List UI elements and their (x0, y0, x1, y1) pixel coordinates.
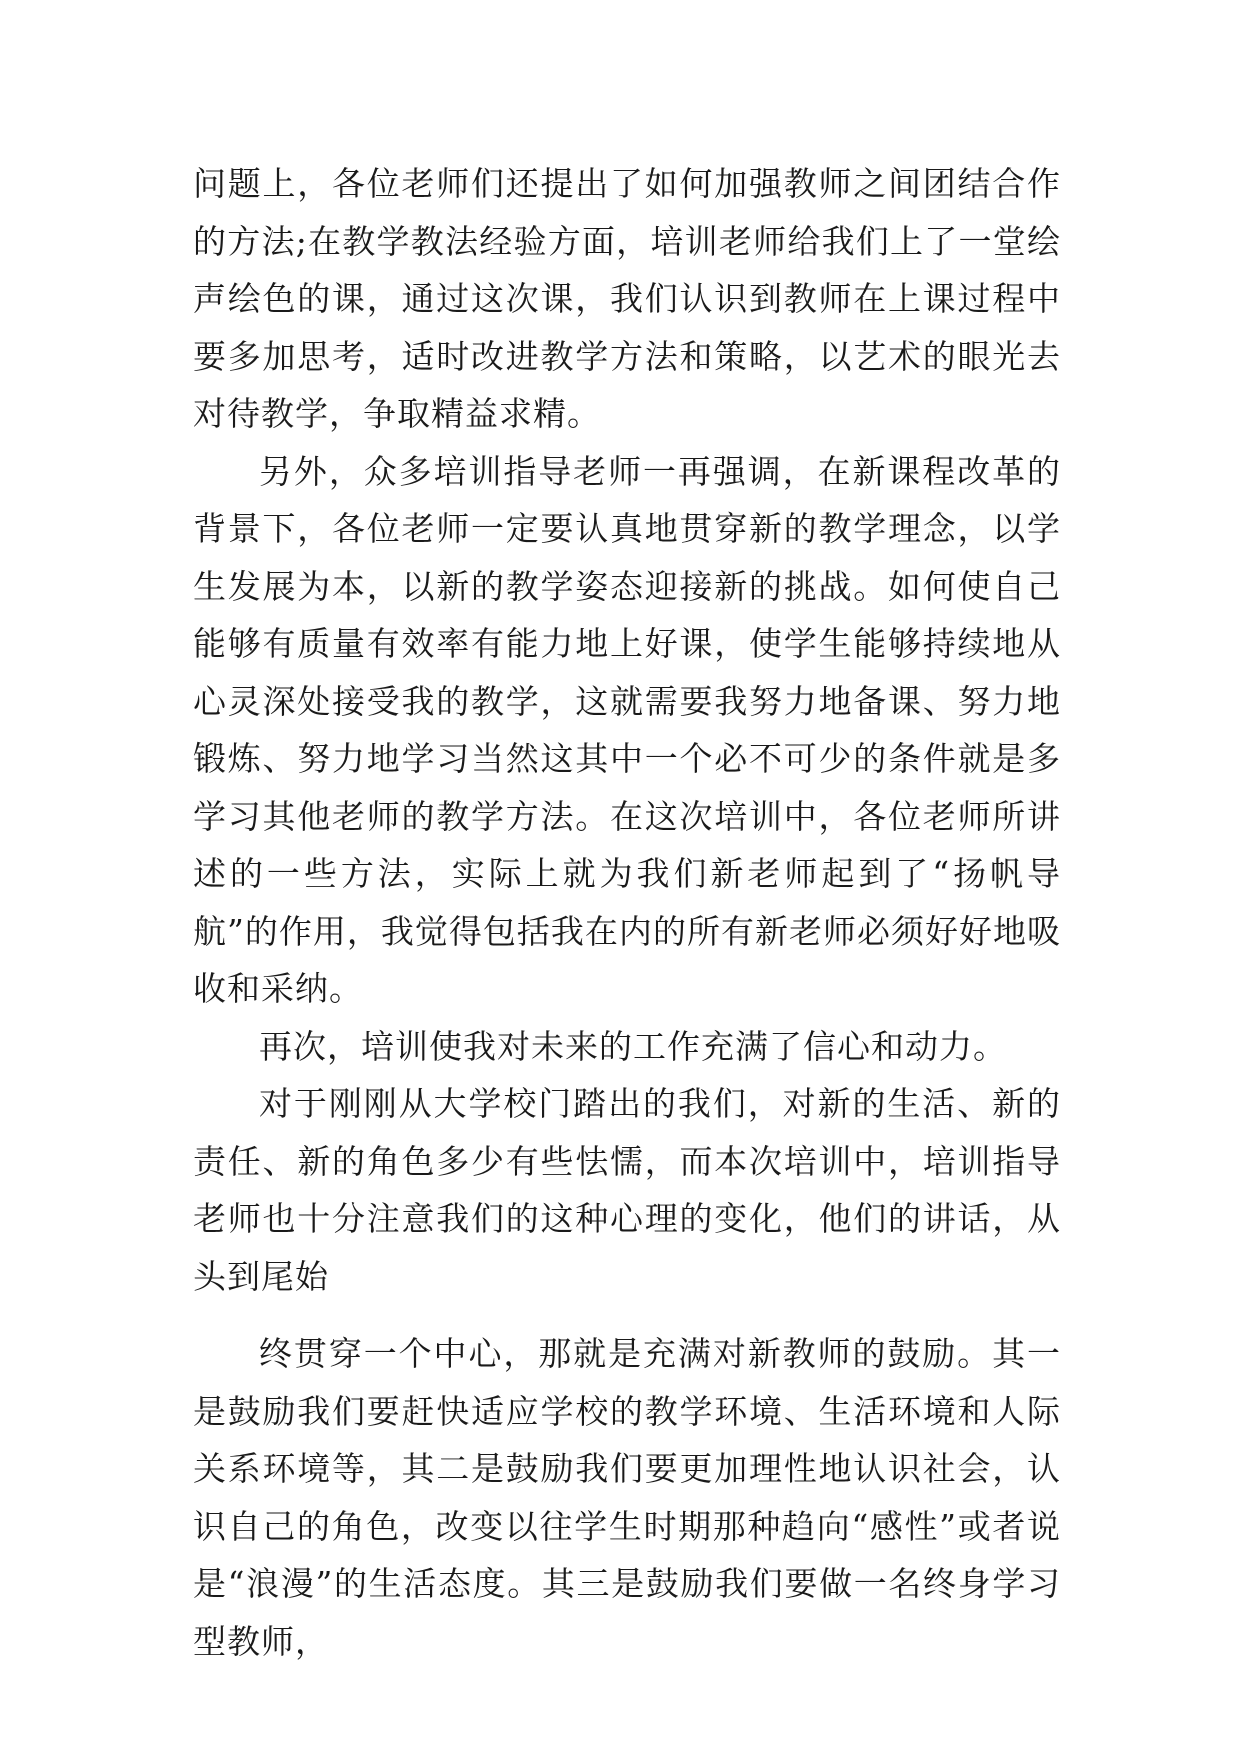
paragraph-1: 问题上，各位老师们还提出了如何加强教师之间团结合作的方法;在教学教法经验方面，培训老师给我们上了一堂绘声绘色的课，通过这次课，我们认识到教师在上课过程中要多加思考，适时改进教学方法和策略，以艺术的眼光去对待教学，争取精益求精。 (193, 164, 1061, 433)
document-body (193, 155, 1061, 1670)
paragraph-2: 另外，众多培训指导老师一再强调，在新课程改革的背景下，各位老师一定要认真地贯穿新的教学理念，以学生发展为本，以新的教学姿态迎接新的挑战。如何使自己能够有质量有效率有能力地上好课，使学生能够持续地从心灵深处接受我的教学，这就需要我努力地备课、努力地锻炼、努力地学习当然这其中一个必不可少的条件就是多学习其他老师的教学方法。在这次培训中，各位老师所讲述的一些方法，实际上就为我们新老师起到了“扬帆导航”的作用，我觉得包括我在内的所有新老师必须好好地吸收和采纳。 (193, 451, 1061, 1008)
paragraph-5: 终贯穿一个中心，那就是充满对新教师的鼓励。其一是鼓励我们要赶快适应学校的教学环境、生活环境和人际关系环境等，其二是鼓励我们要更加理性地认识社会，认识自己的角色，改变以往学生时期那种趋向“感性”或者说是“浪漫”的生活态度。其三是鼓励我们要做一名终身学习型教师， (193, 1334, 1061, 1661)
paragraph-4: 对于刚刚从大学校门踏出的我们，对新的生活、新的责任、新的角色多少有些怯懦，而本次培训中，培训指导老师也十分注意我们的这种心理的变化，他们的讲话，从头到尾始 (193, 1084, 1061, 1296)
paragraph-3: 再次，培训使我对未来的工作充满了信心和动力。 (259, 1026, 1007, 1066)
